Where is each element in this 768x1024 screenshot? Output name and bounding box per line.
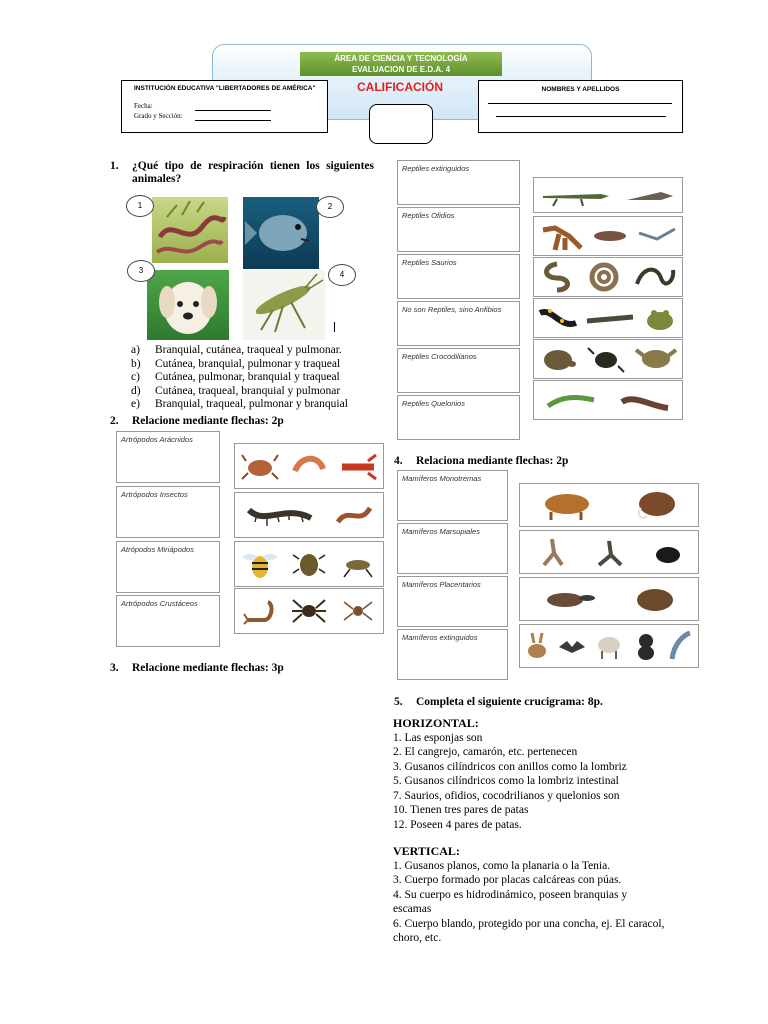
lizard-images [533,380,683,420]
coiled-snake-icon [633,260,677,294]
tasmanian-devil-icon [650,535,686,569]
callout-2: 2 [316,196,344,218]
sea-turtle-icon [634,344,678,374]
crocodilian-reptiles-label[interactable]: Reptiles Crocodilianos [397,348,520,393]
lobster-icon [338,451,378,481]
spider-icon [340,596,376,626]
fecha-label: Fecha: [134,102,153,110]
worm-icon [152,197,228,263]
terrapin-icon [586,344,626,374]
option-text: Branquial, cutánea, traqueal y pulmonar. [155,344,342,356]
sheep-icon [594,629,624,663]
monitor-lizard-icon [620,386,670,414]
callout-3: 3 [127,260,155,282]
names-field-1[interactable] [488,103,672,104]
wasp-icon [242,549,278,579]
clue-h2: 2. El cangrejo, camarón, etc. pertenecen [393,746,578,758]
dog-image [147,270,229,340]
amphibian-images [533,298,683,338]
echidna-icon [631,582,681,616]
clue-v6: 6. Cuerpo blando, protegido por una concha, ej. El caracol, choro, etc. [393,917,665,944]
extinct-mammal-images [519,483,699,527]
monotreme-images [519,577,699,621]
option-text: Branquial, traqueal, pulmonar y branquial [155,398,348,410]
clue-h5: 5. Gusanos cilíndricos como la lombriz intestinal [393,775,619,787]
bat-icon [557,629,587,663]
grado-label: Grado y Sección: [134,112,183,120]
kangaroo-icon [532,535,568,569]
crocodile-icon [541,182,611,208]
q1-options [131,344,381,412]
q5-text: Completa el siguiente crucigrama: 8p. [416,696,603,708]
clue-v1: 1. Gusanos planos, como la planaria o la Tenia. [393,859,611,872]
option-e[interactable] [131,398,381,412]
fecha-field[interactable] [195,110,271,111]
q3-text: Relacione mediante flechas: 3p [132,662,284,674]
crocodile-images [533,177,683,213]
grasshopper-image [243,270,325,340]
option-text: Cutánea, branquial, pulmonar y traqueal [155,357,341,370]
chelonian-reptiles-label[interactable]: Reptiles Quelonios [397,395,520,440]
crossword-clues [393,716,665,946]
gharial-icon [625,182,675,208]
pterosaur-icon [637,221,677,251]
placentals-label[interactable]: Mamíferos Placentarios [397,576,508,627]
names-box [478,80,683,133]
marsupial-images [519,530,699,574]
q4-number: 4. [394,455,403,467]
q2-number: 2. [110,415,119,427]
names-field-2[interactable] [496,116,666,117]
horizontal-title: HORIZONTAL: [393,716,479,730]
salamander-icon [538,303,578,333]
option-letter: d) [131,384,141,397]
extinct-mammals-label[interactable]: Mamíferos extinguidos [397,629,508,680]
dinosaur-icon [539,220,583,252]
option-letter: a) [131,344,140,356]
option-a[interactable] [131,344,381,358]
fish-image [243,197,319,269]
clue-h3: 3. Gusanos cilíndricos con anillos como la lombriz [393,760,627,773]
option-d[interactable] [131,385,381,399]
callout-4: 4 [328,264,356,286]
ophidian-reptiles-label[interactable]: Reptiles Ofidios [397,207,520,252]
wallaby-icon [591,535,627,569]
insect-images [234,541,384,587]
rabbit-icon [524,629,550,663]
option-b[interactable] [131,358,381,372]
worm-image [152,197,228,263]
shrimp-icon [289,451,329,481]
mammoth-icon [631,488,681,522]
text-cursor [334,322,335,332]
scorpion-icon [242,596,278,626]
boa-icon [586,260,622,294]
snake-images [533,257,683,297]
saber-tooth-icon [537,488,597,522]
dog-icon [147,270,229,340]
tortoise-icon [538,344,578,374]
saurian-reptiles-label[interactable]: Reptiles Saurios [397,254,520,299]
ichthyosaur-icon [592,226,628,246]
arachnid-images [234,588,384,634]
q1-number: 1. [110,160,119,172]
crab-icon [240,451,280,481]
area-banner [300,52,502,76]
q4-text: Relaciona mediante flechas: 2p [416,455,569,467]
platypus-icon [537,582,597,616]
clue-v4: 4. Su cuerpo es hidrodinámico, poseen branquias y escamas [393,888,628,915]
names-label: NOMBRES Y APELLIDOS [541,86,620,93]
monotremes-label[interactable]: Mamíferos Monotremas [397,470,508,521]
option-letter: c) [131,371,140,383]
snake-icon [539,260,575,294]
calificacion-title: CALIFICACIÓN [357,80,443,94]
dolphin-icon [668,629,694,663]
grado-field[interactable] [195,120,271,121]
insects-label[interactable]: Artrópodos Insectos [116,486,220,538]
amphibians-label[interactable]: No son Reptiles, sino Anfibios [397,301,520,346]
millipede-icon [334,500,374,530]
option-c[interactable] [131,371,381,385]
crustaceans-label[interactable]: Artrópodos Crustáceos [116,595,220,647]
option-text: Cutánea, pulmonar, branquial y traqueal [155,371,340,383]
lizard-icon [546,386,596,414]
q2-text: Relacione mediante flechas: 2p [132,415,284,427]
marsupials-label[interactable]: Mamíferos Marsupiales [397,523,508,574]
grasshopper-icon [243,270,325,340]
centipede-icon [245,500,315,530]
tarantula-icon [291,596,327,626]
option-letter: b) [131,357,141,370]
dinosaur-images [533,216,683,256]
extinct-reptiles-label[interactable]: Reptiles extinguidos [397,160,520,205]
frog-icon [642,303,678,333]
clue-h12: 12. Poseen 4 pares de patas. [393,818,522,831]
option-letter: e) [131,398,140,410]
callout-1: 1 [126,195,154,217]
clue-h7: 7. Saurios, ofidios, cocodrilianos y quelonios son [393,789,620,802]
calificacion-box[interactable] [369,104,433,144]
cricket-icon [340,549,376,579]
clue-v3: 3. Cuerpo formado por placas calcáreas con púas. [393,874,622,886]
option-text: Cutánea, traqueal, branquial y pulmonar [155,384,341,397]
institution-box [121,80,328,133]
institution-name: INSTITUCIÓN EDUCATIVA "LIBERTADORES DE AMÉRICA" [134,85,316,92]
beetle-icon [291,549,327,579]
crab-images [234,443,384,489]
q1-text: ¿Qué tipo de respiración tienen los siguientes animales? [132,160,374,185]
vertical-title: VERTICAL: [393,844,460,858]
q5-number: 5. [394,696,403,708]
newt-icon [585,303,635,333]
q3-number: 3. [110,662,119,674]
area-title: ÁREA DE CIENCIA Y TECNOLOGÍA [334,54,468,63]
myriapods-label[interactable]: Atrópodos Miriápodos [116,541,220,593]
fish-icon [243,197,319,269]
monkey-icon [631,629,661,663]
placental-images [519,624,699,668]
arachnids-label[interactable]: Artrópodos Arácnidos [116,431,220,483]
centipede-images [234,492,384,538]
clue-h1: 1. Las esponjas son [393,731,483,744]
clue-h10: 10. Tienen tres pares de patas [393,804,529,816]
exam-title: EVALUACION DE E.D.A. 4 [351,65,451,74]
turtle-images [533,339,683,379]
